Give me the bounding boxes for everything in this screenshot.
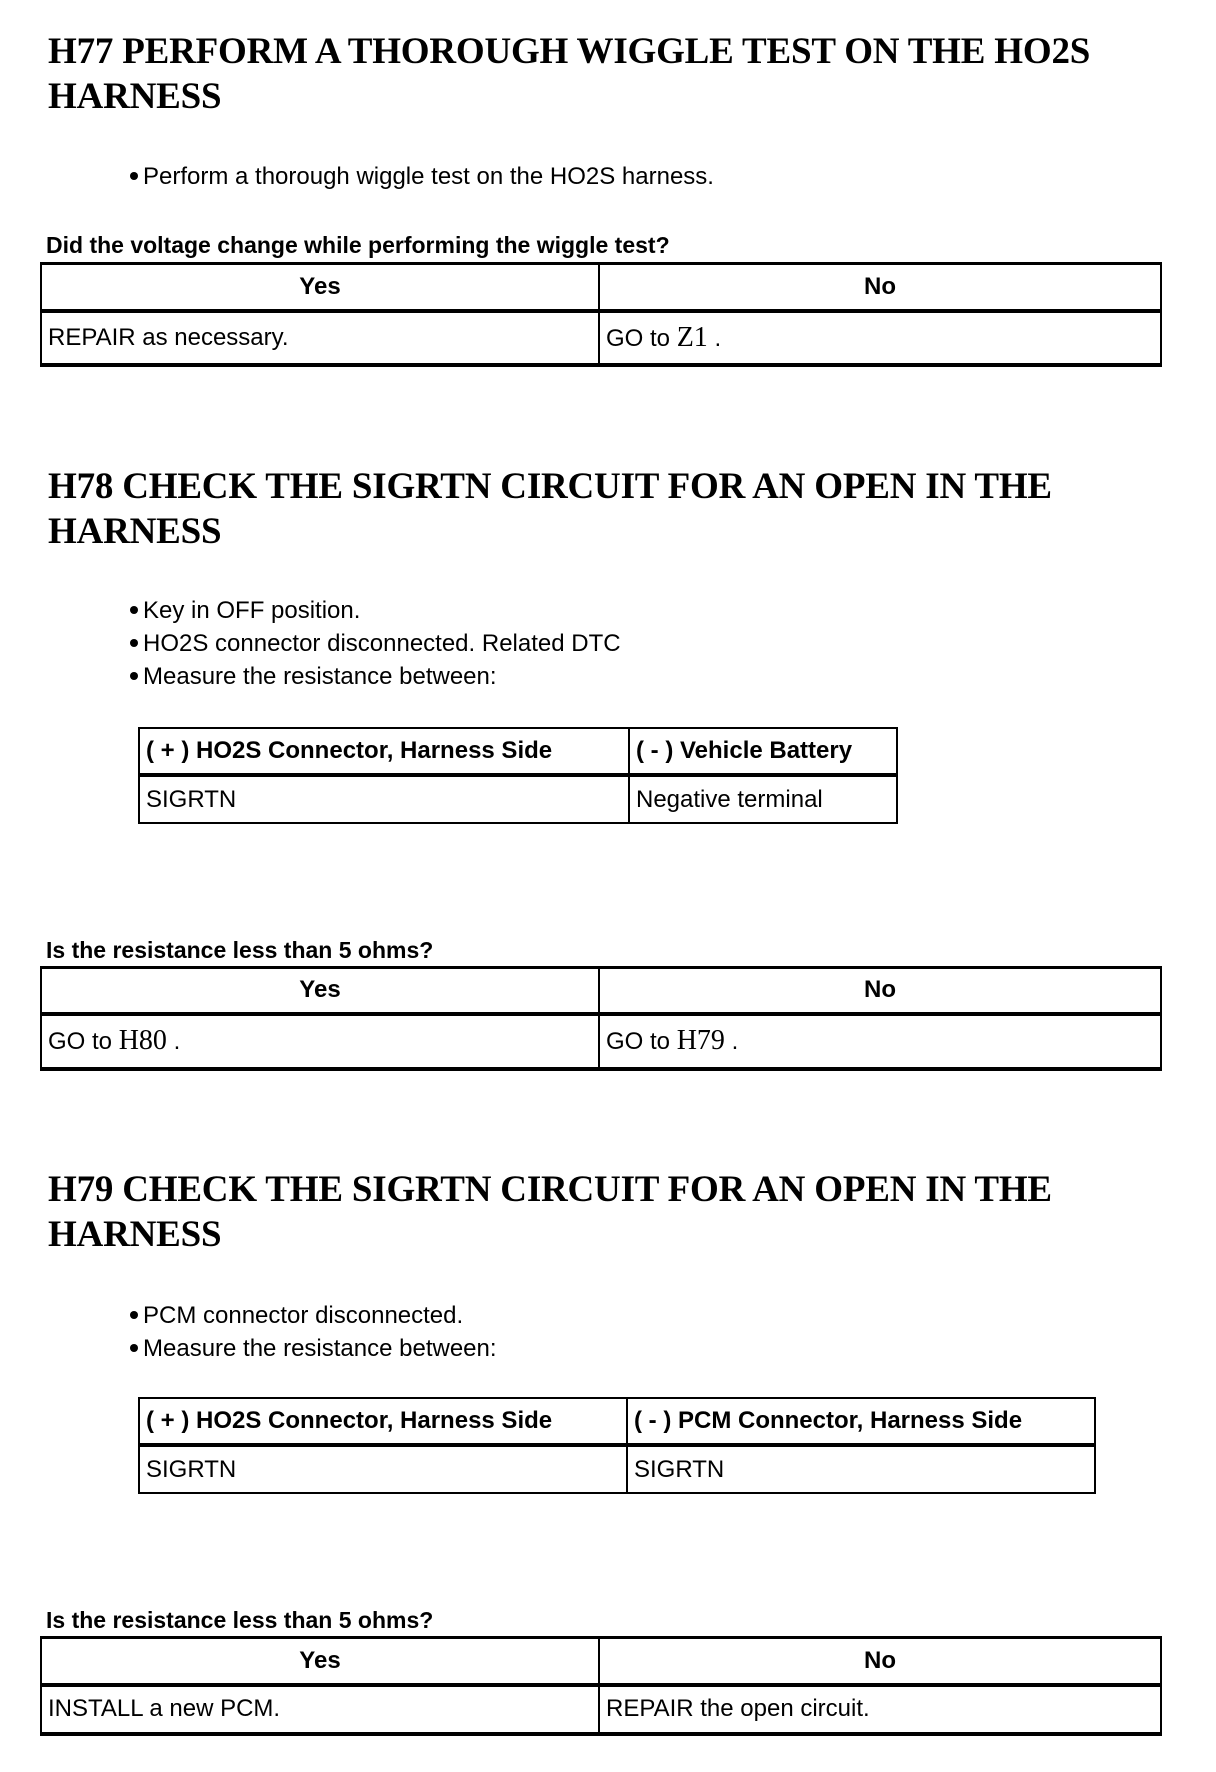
measure-val-positive: SIGRTN	[139, 1445, 627, 1493]
no-action: REPAIR the open circuit.	[599, 1685, 1161, 1734]
step-list	[130, 1299, 497, 1365]
bullet-icon	[130, 639, 138, 647]
section-heading-h78: H78 CHECK THE SIGRTN CIRCUIT FOR AN OPEN IN THE HARNESS	[48, 466, 1052, 552]
yes-no-table	[40, 966, 1162, 1071]
yes-action: INSTALL a new PCM.	[41, 1685, 599, 1734]
measure-col-positive: ( + ) HO2S Connector, Harness Side	[139, 728, 629, 775]
step-list	[130, 160, 714, 193]
no-action: GO to Z1 .	[599, 311, 1161, 365]
no-header: No	[599, 1638, 1161, 1685]
step-item: HO2S connector disconnected. Related DTC	[130, 627, 621, 660]
section-heading-h79: H79 CHECK THE SIGRTN CIRCUIT FOR AN OPEN IN THE HARNESS	[48, 1169, 1052, 1255]
step-item: Key in OFF position.	[130, 594, 621, 627]
question-text: Did the voltage change while performing the wiggle test?	[46, 232, 670, 258]
measure-val-positive: SIGRTN	[139, 775, 629, 823]
no-header: No	[599, 264, 1161, 311]
measure-val-negative: SIGRTN	[627, 1445, 1095, 1493]
yes-no-table	[40, 1636, 1162, 1736]
bullet-icon	[130, 1311, 138, 1319]
step-item: PCM connector disconnected.	[130, 1299, 497, 1332]
step-link-z1[interactable]: Z1	[676, 321, 708, 353]
yes-header: Yes	[41, 968, 599, 1014]
yes-header: Yes	[41, 1638, 599, 1685]
measure-col-negative: ( - ) Vehicle Battery	[629, 728, 897, 775]
step-item: Measure the resistance between:	[130, 660, 621, 693]
question-text: Is the resistance less than 5 ohms?	[46, 937, 434, 963]
yes-header: Yes	[41, 264, 599, 311]
step-list	[130, 594, 621, 693]
measure-val-negative: Negative terminal	[629, 775, 897, 823]
yes-action: REPAIR as necessary.	[41, 311, 599, 365]
no-header: No	[599, 968, 1161, 1014]
bullet-icon	[130, 606, 138, 614]
yes-no-table	[40, 262, 1162, 367]
yes-action: GO to H80 .	[41, 1014, 599, 1069]
measure-col-negative: ( - ) PCM Connector, Harness Side	[627, 1398, 1095, 1445]
step-item: Perform a thorough wiggle test on the HO2S harness.	[130, 160, 714, 193]
step-link-h79[interactable]: H79	[676, 1025, 725, 1056]
measure-col-positive: ( + ) HO2S Connector, Harness Side	[139, 1398, 627, 1445]
bullet-icon	[130, 672, 138, 680]
no-action: GO to H79 .	[599, 1014, 1161, 1069]
bullet-icon	[130, 172, 138, 180]
bullet-icon	[130, 1344, 138, 1352]
measurement-table	[138, 727, 898, 824]
step-link-h80[interactable]: H80	[118, 1025, 167, 1056]
question-text: Is the resistance less than 5 ohms?	[46, 1607, 434, 1633]
step-item: Measure the resistance between:	[130, 1332, 497, 1365]
section-heading-h77: H77 PERFORM A THOROUGH WIGGLE TEST ON THE HO2S HARNESS	[48, 31, 1091, 117]
measurement-table	[138, 1397, 1096, 1494]
